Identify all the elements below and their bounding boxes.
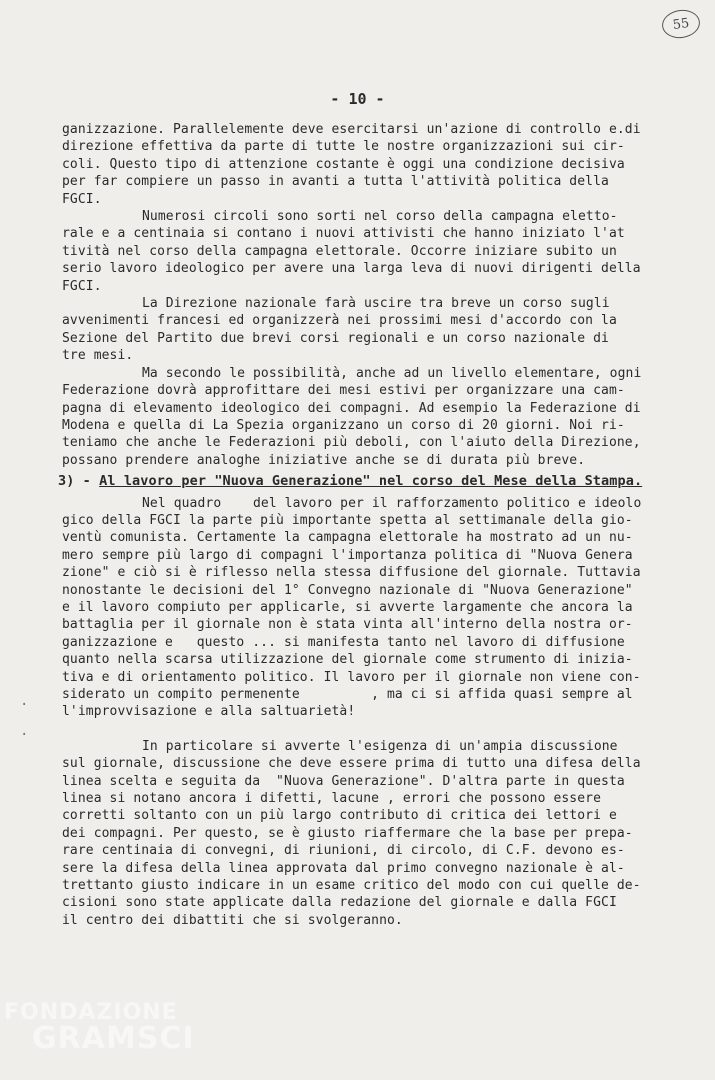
section-number: 3) - xyxy=(58,473,100,490)
paragraph-discussione: In particolare si avverte l'esigenza di un'ampia discussione sul giornale, discussione che deve essere prima di tutto una difesa della linea scelta e seguita da "Nuova Generazione". D'altra parte in questa linea si notano ancora i difetti, lacune , errori che possono essere corretti soltanto con un più largo contributo di critica dei lettori e dei compagni. Per questo, se è giusto riaffermare che la base per prepa- rare centinaia di convegni, di riunioni, di circolo, di C.F. devono es- sere la difesa della linea approvata dal primo convegno nazionale è al- trettanto giusto indicare in un esame critico del modo con cui quelle de- cisioni sono state applicate dalla redazione del giornale e dalla FGCI il centro dei dibattiti che si svolgeranno. xyxy=(62,738,641,928)
paragraph-federazioni: Ma secondo le possibilità, anche ad un livello elementare, ogni Federazione dovrà approfittare dei mesi estivi per organizzare una cam- pagna di elevamento ideologico dei compagni. Ad esempio la Federazione di Modena e quella di La Spezia organizzano un corso di 20 giorni. Noi ri- teniamo che anche le Federazioni più deboli, con l'aiuto della Direzione, possano prendere analoghe iniziative anche se di durata più breve. xyxy=(62,365,642,468)
document-body xyxy=(58,121,682,929)
margin-mark: · xyxy=(20,697,29,713)
watermark-logo xyxy=(4,1000,195,1056)
paragraph-nuova-generazione: Nel quadro del lavoro per il rafforzamento politico e ideolo gico della FGCI la parte più importante spetta al settimanale della gio- ventù comunista. Certamente la campagna elettorale ha mostrato ad un nu- mero sempre più largo di compagni l'importanza politica di "Nuova Genera zione" e ciò si è riflesso nella stessa diffusione del giornale. Tuttavia nonostante le decisioni del 1° Convegno nazionale di "Nuova Generazione" e il lavoro compiuto per applicarle, si avverte largamente che ancora la battaglia per il giornale non è stata vinta all'interno della nostra or- ganizzazione e questo ... si manifesta tanto nel lavoro di diffusione quanto nella scarsa utilizzazione del giornale come strumento di inizia- tiva e di orientamento politico. Il lavoro per il giornale non viene con- siderato un compito permenente , ma ci si affida quasi sempre al l'improvvisazione e alla saltuarietà! xyxy=(62,495,642,720)
paragraph-direzione: La Direzione nazionale farà uscire tra breve un corso sugli avvenimenti francesi ed organizzerà nei prossimi mesi d'accordo con la Sezione del Partito due brevi corsi regionali e un corso nazionale di tre mesi. xyxy=(62,296,617,364)
paragraph-circoli: Numerosi circoli sono sorti nel corso della campagna eletto- rale e a centinaia si contano i nuovi attivisti che hanno iniziato l'at tività nel corso della campagna elettorale. Occorre iniziare subito un serio lavoro ideologico per avere una larga leva di nuovi dirigenti della FGCI. xyxy=(62,209,641,294)
paragraph-continuation: ganizzazione. Parallelemente deve esercitarsi un'azione di controllo e.di direzione effettiva da parte di tutte le nostre organizzazioni sui cir- coli. Questo tipo di attenzione costante è oggi una condizione decisiva per far compiere un passo in avanti a tutta l'attività politica della FGCI. xyxy=(62,122,641,207)
section-heading xyxy=(58,473,682,490)
margin-marks xyxy=(20,690,28,750)
page-number: - 10 - xyxy=(330,90,385,108)
paragraph-gap xyxy=(62,721,682,738)
watermark-line2: GRAMSCI xyxy=(32,1021,195,1056)
watermark-line1: FONDAZIONE xyxy=(4,1000,178,1025)
archive-stamp: 55 xyxy=(660,7,702,40)
margin-mark: · xyxy=(20,727,29,743)
section-title: Al lavoro per "Nuova Generazione" nel corso del Mese della Stampa. xyxy=(99,473,643,490)
